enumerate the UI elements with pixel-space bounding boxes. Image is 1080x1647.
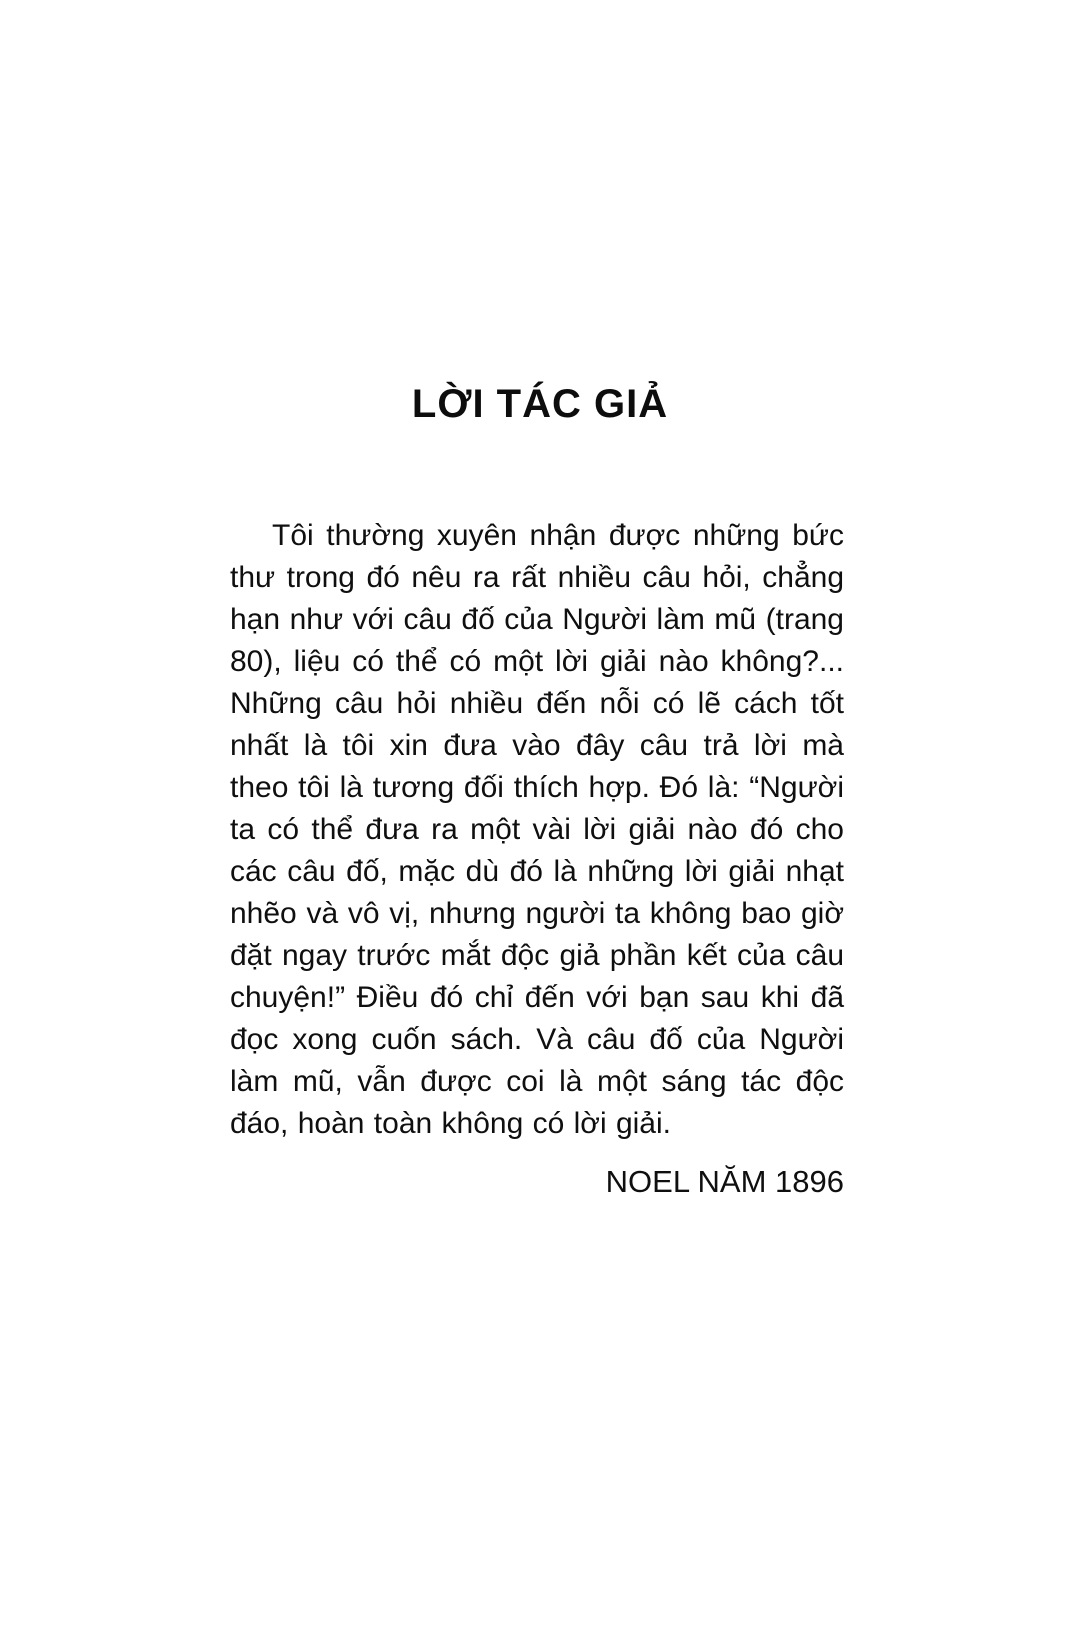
page-title: LỜI TÁC GIẢ — [411, 382, 669, 426]
author-note — [230, 515, 844, 1203]
signature-line: NOEL NĂM 1896 — [605, 1164, 844, 1199]
author-note-paragraph: Tôi thường xuyên nhận được những bức thư trong đó nêu ra rất nhiều câu hỏi, chẳng hạn như với câu đố của Người làm mũ (trang 80), liệu có thể có một lời giải nào không?... Những câu hỏi nhiều đến nỗi có lẽ cách tốt nhất là tôi xin đưa vào đây câu trả lời mà theo tôi là tương đối thích hợp. Đó là: “Người ta có thể đưa ra một vài lời giải nào đó cho các câu đố, mặc dù đó là những lời giải nhạt nhẽo và vô vị, nhưng người ta không bao giờ đặt ngay trước mắt độc giả phần kết của câu chuyện!” Điều đó chỉ đến với bạn sau khi đã đọc xong cuốn sách. Và câu đố của Người làm mũ, vẫn được coi là một sáng tác độc đáo, hoàn toàn không có lời giải. — [230, 519, 844, 1140]
